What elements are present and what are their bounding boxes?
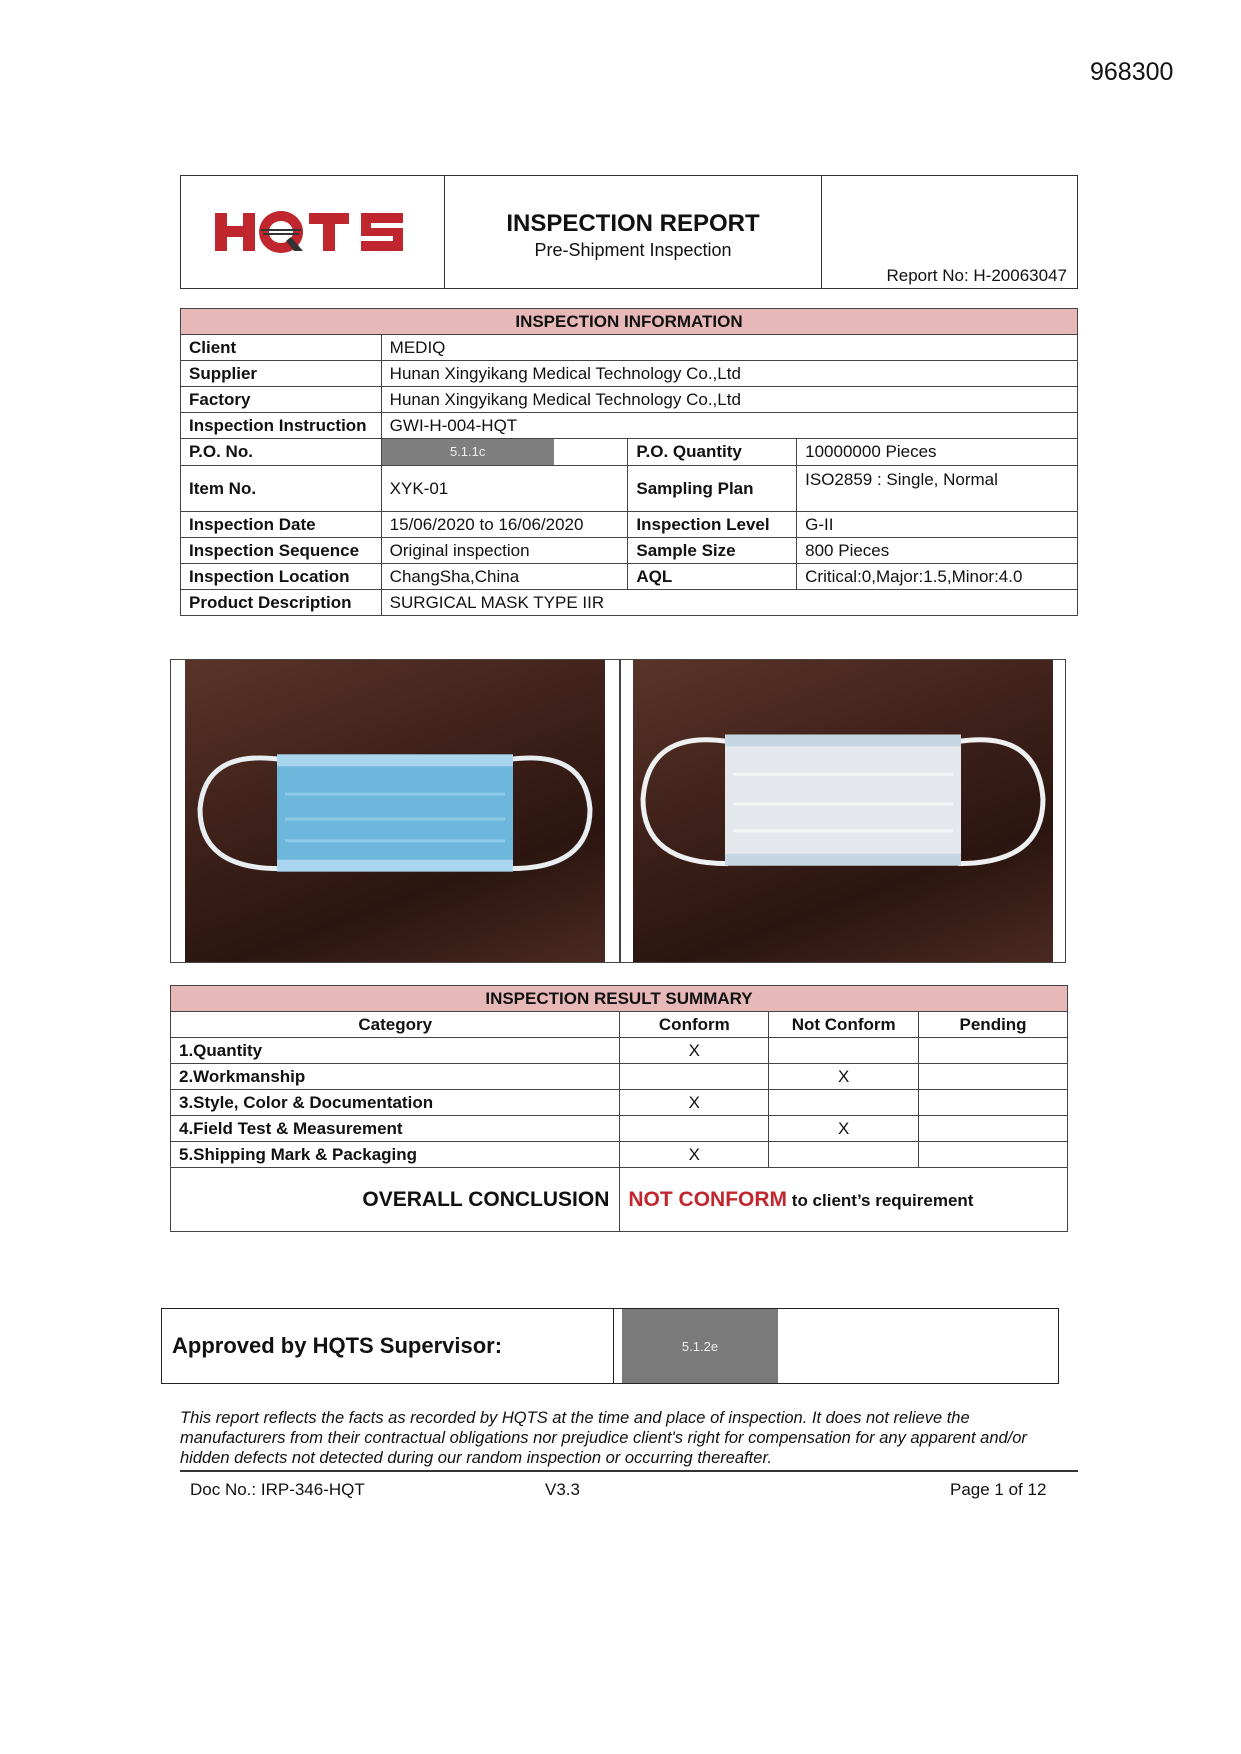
aql-label: AQL [628, 564, 797, 590]
overall-conclusion-row [171, 1168, 1068, 1232]
row-pending [919, 1116, 1068, 1142]
supplier-value: Hunan Xingyikang Medical Technology Co.,Ltd [381, 361, 1077, 387]
factory-label: Factory [181, 387, 382, 413]
row-category: 2.Workmanship [171, 1064, 620, 1090]
factory-value: Hunan Xingyikang Medical Technology Co.,Ltd [381, 387, 1077, 413]
approval-label: Approved by HQTS Supervisor: [162, 1309, 614, 1383]
location-label: Inspection Location [181, 564, 382, 590]
row-not-conform: X [769, 1064, 919, 1090]
sampling-label: Sampling Plan [628, 466, 797, 512]
client-label: Client [181, 335, 382, 361]
po-quantity-label: P.O. Quantity [628, 439, 797, 466]
table-row [171, 1064, 1068, 1090]
hqts-logo [213, 207, 413, 257]
table-row [171, 1116, 1068, 1142]
signature-cell [614, 1309, 1058, 1383]
instruction-label: Inspection Instruction [181, 413, 382, 439]
product-label: Product Description [181, 590, 382, 616]
po-label: P.O. No. [181, 439, 382, 466]
overall-conclusion-label: OVERALL CONCLUSION [171, 1168, 620, 1232]
blue-mask-image [185, 660, 605, 962]
aql-value: Critical:0,Major:1.5,Minor:4.0 [797, 564, 1078, 590]
po-redaction: 5.1.1c [382, 439, 554, 465]
disclaimer-text: This report reflects the facts as recorded by HQTS at the time and place of inspection. It does not relieve the manufacturers from their contractual obligations nor prejudice client's right for compensation for any apparent and/or hidden defects not detected during our random inspection or occurring thereafter. [180, 1409, 1027, 1467]
mask-photo-back [633, 660, 1053, 962]
doc-version: V3.3 [545, 1480, 580, 1499]
row-conform: X [620, 1090, 769, 1116]
signature-redaction: 5.1.2e [622, 1309, 778, 1383]
column-not-conform: Not Conform [769, 1012, 919, 1038]
row-conform [620, 1116, 769, 1142]
row-pending [919, 1142, 1068, 1168]
overall-result: NOT CONFORM [628, 1187, 788, 1211]
product-value: SURGICAL MASK TYPE IIR [381, 590, 1077, 616]
row-not-conform: X [769, 1116, 919, 1142]
level-value: G-II [797, 512, 1078, 538]
report-number: Report No: H-20063047 [886, 266, 1067, 285]
photo-divider [619, 660, 621, 962]
row-not-conform [769, 1090, 919, 1116]
overall-conclusion-value [620, 1168, 1068, 1232]
row-conform: X [620, 1038, 769, 1064]
footer-divider [180, 1470, 1078, 1472]
row-not-conform [769, 1142, 919, 1168]
row-category: 4.Field Test & Measurement [171, 1116, 620, 1142]
sequence-value: Original inspection [381, 538, 628, 564]
po-quantity-value: 10000000 Pieces [797, 439, 1078, 466]
report-header [180, 175, 1078, 289]
row-category: 1.Quantity [171, 1038, 620, 1064]
page-indicator: Page 1 of 12 [950, 1480, 1047, 1499]
result-summary-table [170, 985, 1068, 1232]
summary-heading: INSPECTION RESULT SUMMARY [171, 986, 1068, 1012]
table-row [171, 1090, 1068, 1116]
row-conform [620, 1064, 769, 1090]
report-title: INSPECTION REPORT [506, 210, 760, 237]
row-pending [919, 1090, 1068, 1116]
row-category: 3.Style, Color & Documentation [171, 1090, 620, 1116]
report-number-cell [822, 176, 1077, 288]
report-subtitle: Pre-Shipment Inspection [534, 240, 732, 260]
mask-photo-front [185, 660, 605, 962]
item-value: XYK-01 [381, 466, 628, 512]
sequence-label: Inspection Sequence [181, 538, 382, 564]
inspection-info-table [180, 308, 1078, 616]
title-cell [445, 176, 822, 288]
table-row [171, 1038, 1068, 1064]
info-heading: INSPECTION INFORMATION [181, 309, 1078, 335]
table-row [171, 1142, 1068, 1168]
row-not-conform [769, 1038, 919, 1064]
instruction-value: GWI-H-004-HQT [381, 413, 1077, 439]
client-value: MEDIQ [381, 335, 1077, 361]
logo-cell [181, 176, 445, 288]
overall-result-note: to client’s requirement [791, 1190, 974, 1210]
location-value: ChangSha,China [381, 564, 628, 590]
column-pending: Pending [919, 1012, 1068, 1038]
sampling-value: ISO2859 : Single, Normal [797, 466, 1078, 512]
row-pending [919, 1064, 1068, 1090]
white-mask-image [633, 660, 1053, 962]
approval-box [161, 1308, 1059, 1384]
doc-number: Doc No.: IRP-346-HQT [190, 1480, 365, 1499]
row-category: 5.Shipping Mark & Packaging [171, 1142, 620, 1168]
product-photos [170, 659, 1066, 963]
column-category: Category [171, 1012, 620, 1038]
sample-size-label: Sample Size [628, 538, 797, 564]
row-pending [919, 1038, 1068, 1064]
date-value: 15/06/2020 to 16/06/2020 [381, 512, 628, 538]
page-number: 968300 [1090, 58, 1174, 86]
row-conform: X [620, 1142, 769, 1168]
date-label: Inspection Date [181, 512, 382, 538]
column-conform: Conform [620, 1012, 769, 1038]
level-label: Inspection Level [628, 512, 797, 538]
item-label: Item No. [181, 466, 382, 512]
sample-size-value: 800 Pieces [797, 538, 1078, 564]
supplier-label: Supplier [181, 361, 382, 387]
